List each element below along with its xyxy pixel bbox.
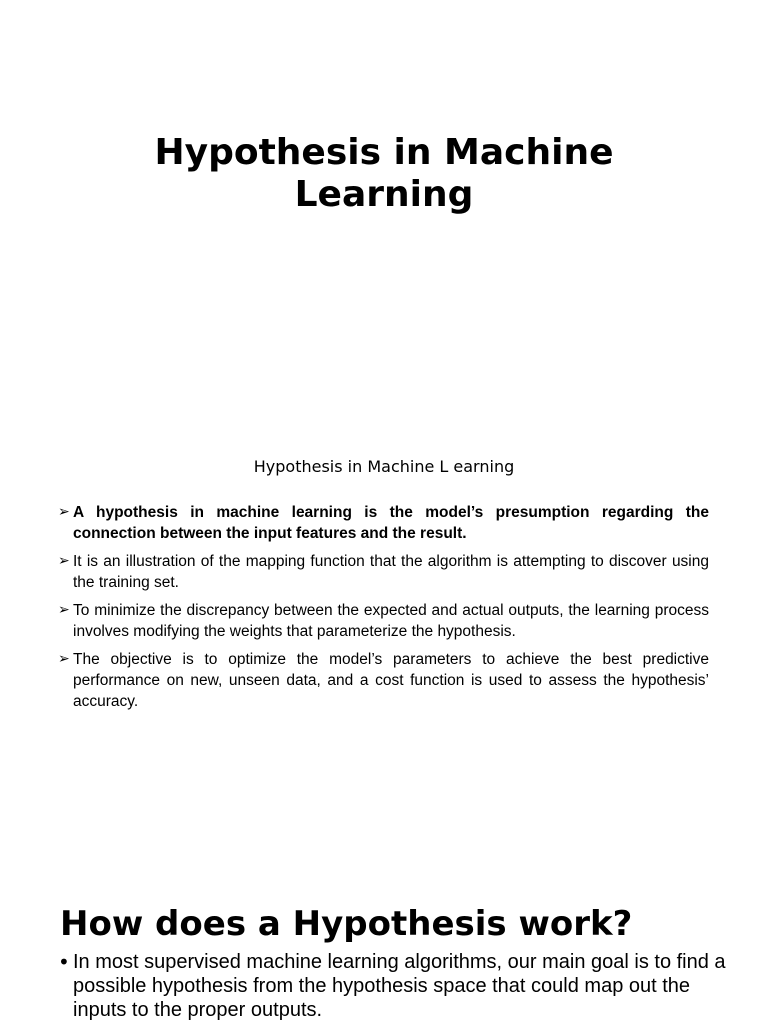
bullet-item	[58, 600, 709, 642]
section-bullet-list	[58, 950, 738, 1022]
arrow-bullet-icon: ➢	[58, 504, 70, 520]
arrow-bullet-icon: ➢	[58, 553, 70, 569]
section-heading: How does a Hypothesis work?	[60, 904, 633, 944]
slide-title: Hypothesis in Machine Learning	[154, 132, 614, 215]
slide-subheading: Hypothesis in Machine L earning	[253, 457, 515, 476]
bullet-text: To minimize the discrepancy between the expected and actual outputs, the learning process involves modifying the weights that parameterize the hypothesis.	[73, 602, 709, 640]
bullet-text: A hypothesis in machine learning is the model’s presumption regarding the connection between the input features and the result.	[73, 504, 709, 542]
arrow-bullet-icon: ➢	[58, 651, 70, 667]
dot-bullet-icon: •	[58, 950, 70, 974]
bullet-list	[58, 502, 709, 719]
section-bullet-text: In most supervised machine learning algorithms, our main goal is to find a possible hypothesis from the hypothesis space that could map out the inputs to the proper outputs.	[73, 951, 726, 1021]
bullet-text: It is an illustration of the mapping function that the algorithm is attempting to discover using the training set.	[73, 553, 709, 591]
arrow-bullet-icon: ➢	[58, 602, 70, 618]
bullet-item	[58, 551, 709, 593]
bullet-item	[58, 502, 709, 544]
bullet-item	[58, 649, 709, 712]
bullet-text: The objective is to optimize the model’s parameters to achieve the best predictive performance on new, unseen data, and a cost function is used to assess the hypothesis’ accuracy.	[73, 651, 709, 710]
section-bullet-item	[58, 950, 738, 1022]
